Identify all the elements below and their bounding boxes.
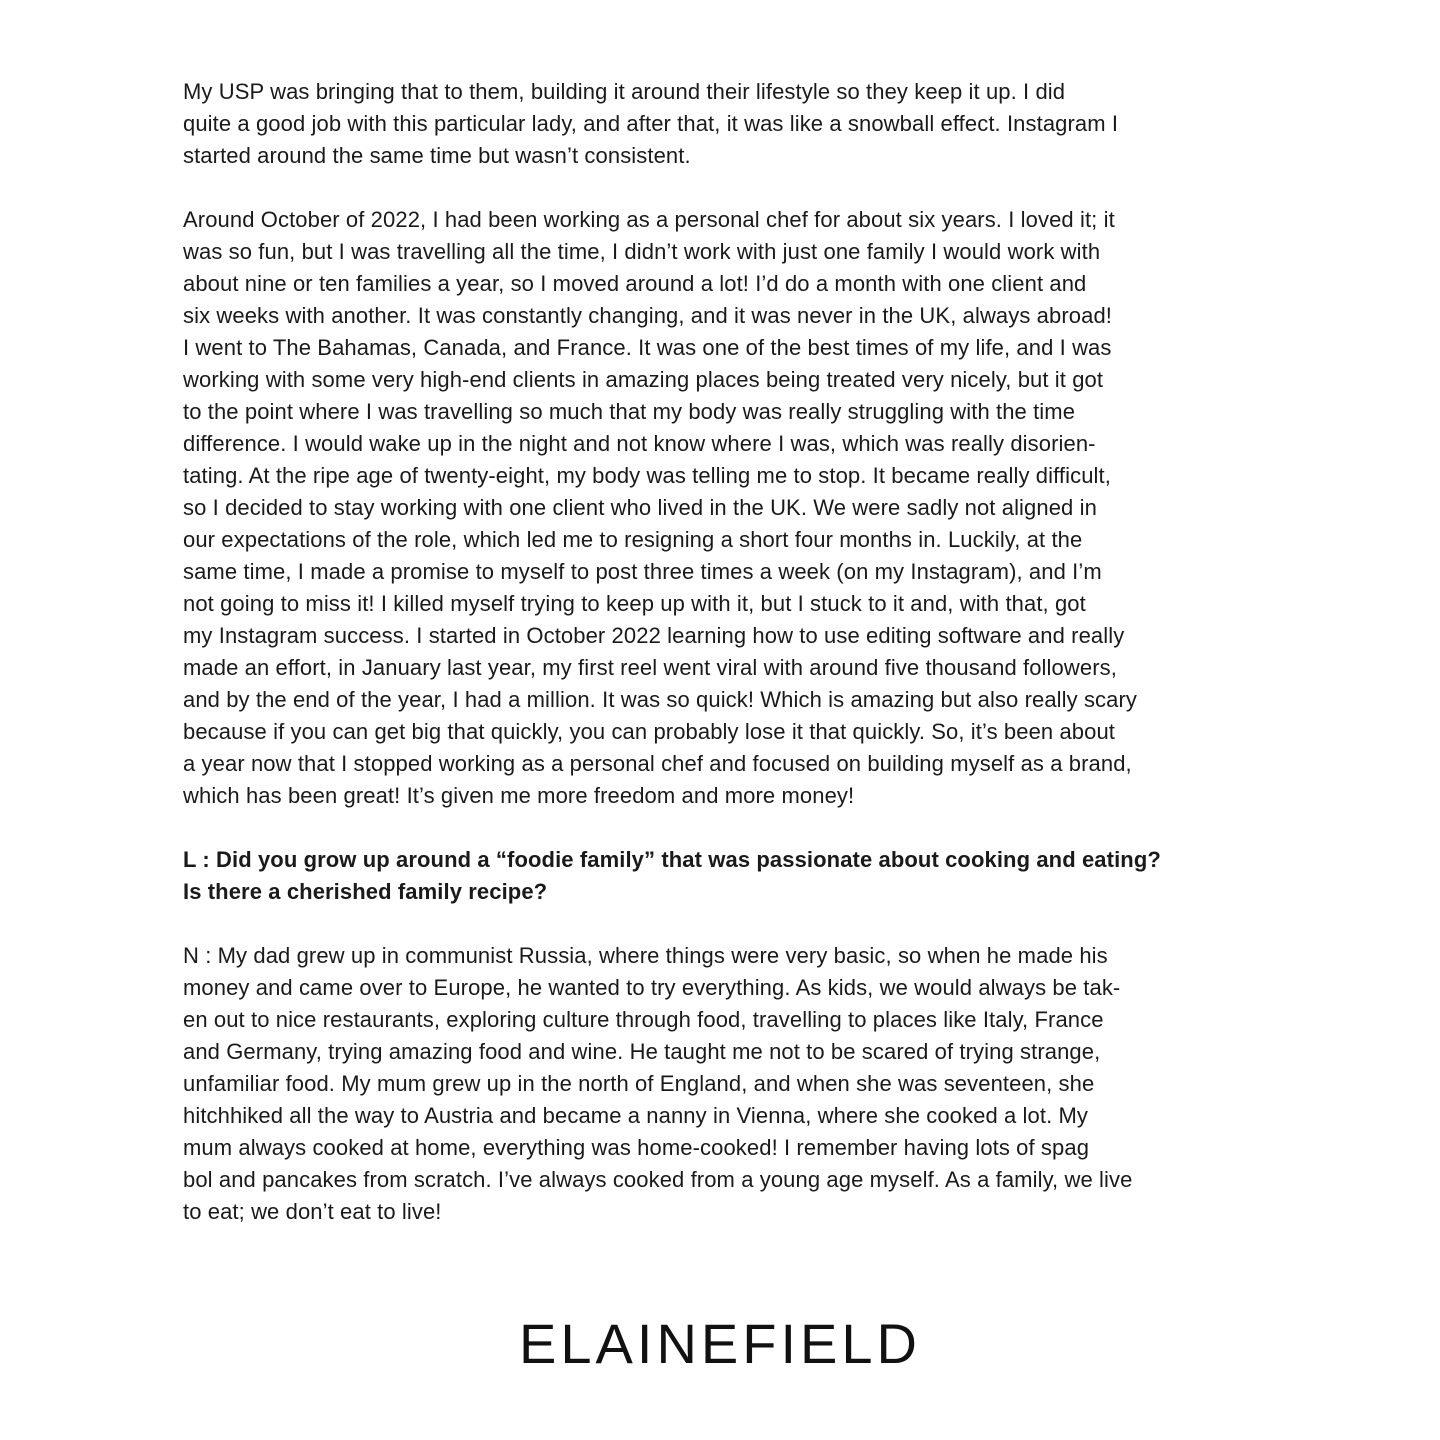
brand-logo: ELAINEFIELD: [519, 1312, 921, 1375]
interview-answer: N : My dad grew up in communist Russia, where things were very basic, so when he made his money and came over to Europe, he wanted to try everything. As kids, we would always be tak- en out to nice restaurants, exploring culture through food, travelling to places like Italy, France and Germany, trying amazing food and wine. He taught me not to be scared of trying strange, unfamiliar food. My mum grew up in the north of England, and when she was seventeen, she hitchhiked all the way to Austria and became a nanny in Vienna, where she cooked a lot. My mum always cooked at home, everything was home-cooked! I remember having lots of spag bol and pancakes from scratch. I’ve always cooked from a young age myself. As a family, we live to eat; we don’t eat to live!: [183, 943, 1133, 1224]
paragraph-usp: My USP was bringing that to them, building it around their lifestyle so they keep it up. I did quite a good job with this particular lady, and after that, it was like a snowball effect. Instagram I started around the same time but wasn’t consistent.: [183, 79, 1119, 168]
article-body: [183, 76, 1261, 1260]
paragraph-personal-chef: Around October of 2022, I had been working as a personal chef for about six years. I loved it; it was so fun, but I was travelling all the time, I didn’t work with just one family I would work with about nine or ten families a year, so I moved around a lot! I’d do a month with one client and six weeks with another. It was constantly changing, and it was never in the UK, always abroad! I went to The Bahamas, Canada, and France. It was one of the best times of my life, and I was working with some very high-end clients in amazing places being treated very nicely, but it got to the point where I was travelling so much that my body was really struggling with the time difference. I would wake up in the night and not know where I was, which was really disorien- tating. At the ripe age of twenty-eight, my body was telling me to stop. It became really difficult, so I decided to stay working with one client who lived in the UK. We were sadly not aligned in our expectations of the role, which led me to resigning a short four months in. Luckily, at the same time, I made a promise to myself to post three times a week (on my Instagram), and I’m not going to miss it! I killed myself trying to keep up with it, but I stuck to it and, with that, got my Instagram success. I started in October 2022 learning how to use editing software and really made an effort, in January last year, my first reel went viral with around five thousand followers, and by the end of the year, I had a million. It was so quick! Which is amazing but also really scary because if you can get big that quickly, you can probably lose it that quickly. So, it’s been about a year now that I stopped working as a personal chef and focused on building myself as a brand, which has been great! It’s given me more freedom and more money!: [183, 207, 1138, 808]
interview-question: L : Did you grow up around a “foodie family” that was passionate about cooking and eating? Is there a cherished family recipe?: [183, 847, 1161, 904]
